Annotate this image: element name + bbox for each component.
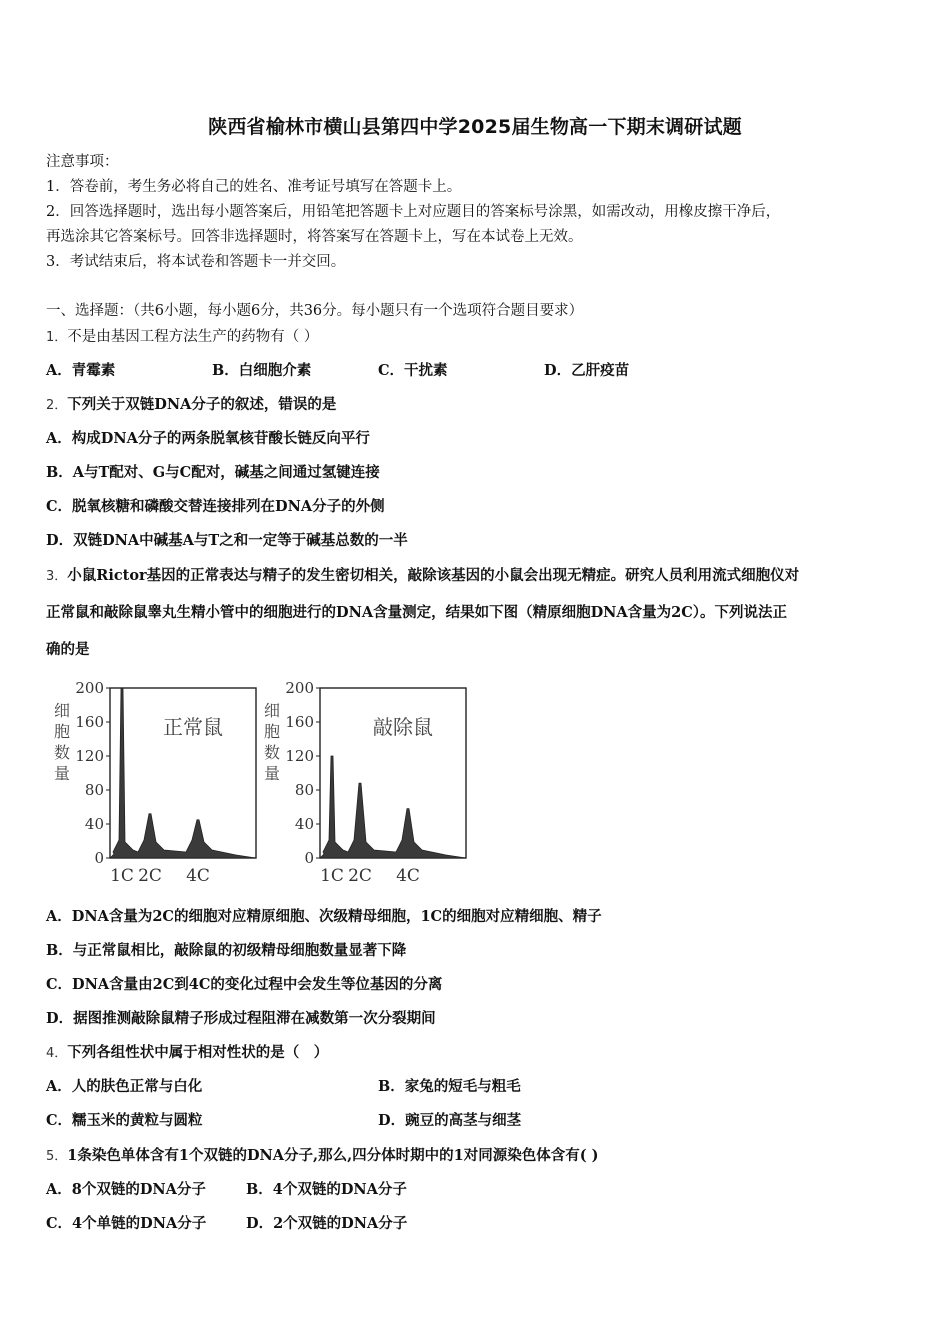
q1-option-c[interactable]: C．干扰素 [378,362,448,379]
question-3 [46,566,799,587]
chart-title: 敲除鼠 [373,715,433,739]
q2-option-c[interactable]: C．脱氧核糖和磷酸交替连接排列在DNA分子的外侧 [46,498,385,515]
chart-normal-mouse [54,679,256,886]
notice-heading: 注意事项： [46,154,119,170]
q5-option-b[interactable]: B．4个双链的DNA分子 [246,1181,407,1198]
y-tick-label: 0 [304,849,314,867]
notice-item: 2．回答选择题时，选出每小题答案后，用铅笔把答题卡上对应题目的答案标号涂黑，如需改动，用橡皮擦干净后， [46,204,781,220]
chart-title: 正常鼠 [163,715,223,739]
notice-item: 1．答卷前，考生务必将自己的姓名、准考证号填写在答题卡上。 [46,179,462,195]
q3-option-d[interactable]: D．据图推测敲除鼠精子形成过程阻滞在减数第一次分裂期间 [46,1010,436,1027]
q4-option-c[interactable]: C．糯玉米的黄粒与圆粒 [46,1112,203,1129]
x-tick-label: 1C [320,866,344,886]
y-tick-label: 120 [75,747,104,765]
chart-knockout-mouse [264,679,466,886]
question-number: 1． [46,330,68,345]
plot-frame [320,688,466,858]
question-5 [46,1146,599,1167]
x-tick-label: 1C [110,866,134,886]
question-number: 3． [46,569,68,584]
question-number: 5． [46,1149,68,1164]
q2-option-d[interactable]: D．双链DNA中碱基A与T之和一定等于碱基总数的一半 [46,532,408,549]
q2-option-b[interactable]: B．A与T配对、G与C配对，碱基之间通过氢键连接 [46,464,380,481]
question-number: 4． [46,1046,68,1061]
flow-cytometry-figure [48,676,478,891]
question-stem: 1条染色单体含有1个双链的DNA分子,那么,四分体时期中的1对同源染色体含有( ) [67,1147,599,1164]
question-number: 2． [46,398,68,413]
histogram-area [320,756,466,858]
question-stem: 不是由基因工程方法生产的药物有（ ） [67,329,319,345]
page-title: 陕西省榆林市横山县第四中学2025届生物高一下期末调研试题 [208,116,742,138]
q5-option-a[interactable]: A．8个双链的DNA分子 [46,1181,206,1198]
x-tick-label: 2C [138,866,162,886]
question-1 [46,327,318,348]
q3-option-a[interactable]: A．DNA含量为2C的细胞对应精原细胞、次级精母细胞，1C的细胞对应精细胞、精子 [46,908,602,925]
q5-option-c[interactable]: C．4个单链的DNA分子 [46,1215,207,1232]
question-stem: 小鼠Rictor基因的正常表达与精子的发生密切相关，敲除该基因的小鼠会出现无精症。研究人员利用流式细胞仪对 [67,567,800,584]
x-tick-label: 4C [186,866,210,886]
question-stem: 下列各组性状中属于相对性状的是（ ） [67,1044,329,1061]
y-tick-label: 40 [294,815,314,833]
x-tick-label: 2C [348,866,372,886]
q3-option-c[interactable]: C．DNA含量由2C到4C的变化过程中会发生等位基因的分离 [46,976,443,993]
q1-option-b[interactable]: B．白细胞介素 [212,362,312,379]
y-tick-label: 160 [75,713,104,731]
y-tick-label: 0 [94,849,104,867]
y-tick-label: 80 [294,781,314,799]
notice-item: 3．考试结束后，将本试卷和答题卡一并交回。 [46,254,346,270]
y-tick-label: 40 [84,815,104,833]
y-axis-label: 细胞数量 [53,701,71,783]
q4-option-b[interactable]: B．家兔的短毛与粗毛 [378,1078,521,1095]
histogram-area [110,688,256,858]
question-stem-line: 正常鼠和敲除鼠睾丸生精小管中的细胞进行的DNA含量测定，结果如下图（精原细胞DNA含量为2C）。下列说法正 [46,604,788,621]
question-4 [46,1043,328,1064]
y-tick-label: 200 [75,679,104,697]
plot-frame [110,688,256,858]
y-tick-label: 120 [285,747,314,765]
q4-option-d[interactable]: D．豌豆的高茎与细茎 [378,1112,522,1129]
q1-option-d[interactable]: D．乙肝疫苗 [544,362,630,379]
y-tick-label: 200 [285,679,314,697]
y-tick-label: 80 [84,781,104,799]
q3-option-b[interactable]: B．与正常鼠相比，敲除鼠的初级精母细胞数量显著下降 [46,942,407,959]
y-tick-label: 160 [285,713,314,731]
q1-option-a[interactable]: A．青霉素 [46,362,116,379]
x-tick-label: 4C [396,866,420,886]
question-stem: 下列关于双链DNA分子的叙述，错误的是 [67,396,337,413]
question-2 [46,395,336,416]
q4-option-a[interactable]: A．人的肤色正常与白化 [46,1078,203,1095]
notice-item: 再选涂其它答案标号。回答非选择题时，将答案写在答题卡上，写在本试卷上无效。 [46,229,583,245]
y-axis-label: 细胞数量 [263,701,281,783]
section-heading: 一、选择题：（共6小题，每小题6分，共36分。每小题只有一个选项符合题目要求） [46,303,584,319]
question-stem-line: 确的是 [46,641,90,658]
q5-option-d[interactable]: D．2个双链的DNA分子 [246,1215,408,1232]
q2-option-a[interactable]: A．构成DNA分子的两条脱氧核苷酸长链反向平行 [46,430,370,447]
